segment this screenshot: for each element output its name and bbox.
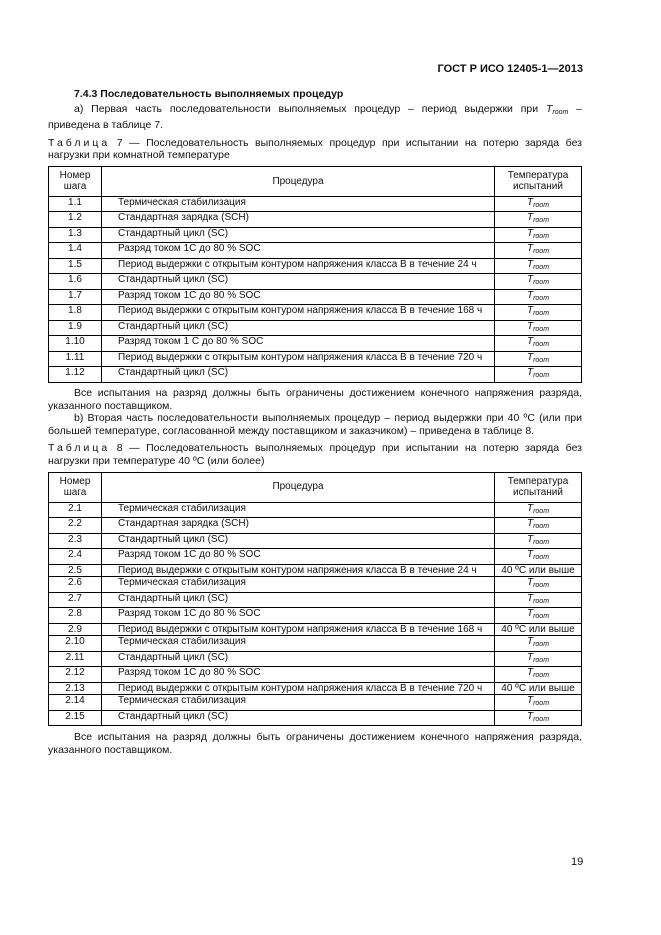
procedure-cell: Стандартный цикл (SC): [102, 592, 495, 608]
t-room-symbol: $T_{room}$: [526, 305, 550, 318]
step-number-cell: 2.7: [49, 592, 102, 608]
t-room-symbol: $T_{room}$: [526, 608, 550, 621]
table-row: [49, 351, 582, 367]
t-room-symbol: $T_{room}$: [526, 336, 550, 349]
table8-caption: [48, 442, 582, 467]
temperature-cell: [495, 592, 582, 608]
table-row: [49, 533, 582, 549]
step-number-cell: 1.12: [49, 367, 102, 383]
procedure-cell: Стандартная зарядка (SCH): [102, 212, 495, 228]
table-row: [49, 502, 582, 518]
page-content: [48, 88, 582, 756]
procedure-cell: Период выдержки с открытым контуром напряжения класса В в течение 720 ч: [102, 351, 495, 367]
t-room-symbol: $T_{room}$: [545, 102, 569, 116]
paragraph-a-text-end: – приведена в таблице 7.: [48, 102, 582, 132]
table7-caption-text: 7 — Последовательность выполняемых процедур при испытании на потерю заряда без нагрузки при комнатной температуре: [48, 136, 582, 162]
step-number-cell: 2.9: [49, 623, 102, 636]
table-row: [49, 196, 582, 212]
paragraph-b: b) Вторая часть последовательности выполняемых процедур – период выдержки при 40 ºС (или при большей температуре, согласованной между поставщиком и заказчиком) – приведена в таблице 8.: [48, 412, 582, 437]
procedure-cell: Разряд током 1С до 80 % SOC: [102, 549, 495, 565]
header-test-temperature: Температура испытаний: [495, 166, 582, 196]
table-row: [49, 212, 582, 228]
temperature-cell: [495, 651, 582, 667]
header-step-number: Номер шага: [49, 166, 102, 196]
procedure-cell: Период выдержки с открытым контуром напряжения класса В в течение 24 ч: [102, 258, 495, 274]
header-test-temperature: Температура испытаний: [495, 472, 582, 502]
table-row: [49, 320, 582, 336]
step-number-cell: 2.11: [49, 651, 102, 667]
temperature-cell: [495, 212, 582, 228]
paragraph-a: [48, 103, 582, 132]
t-room-symbol: $T_{room}$: [526, 258, 550, 271]
table-row: [49, 227, 582, 243]
table-row: [49, 367, 582, 383]
document-header: ГОСТ Р ИСО 12405-1—2013: [437, 63, 583, 75]
procedure-cell: Разряд током 1С до 80 % SOC: [102, 289, 495, 305]
temperature-cell: 40 ºС или выше: [495, 623, 582, 636]
step-number-cell: 1.5: [49, 258, 102, 274]
procedure-cell: Период выдержки с открытым контуром напряжения класса В в течение 168 ч: [102, 623, 495, 636]
temperature-cell: [495, 289, 582, 305]
procedure-cell: Разряд током 1С до 80 % SOC: [102, 608, 495, 624]
t-room-symbol: $T_{room}$: [526, 667, 550, 680]
step-number-cell: 1.6: [49, 274, 102, 290]
temperature-cell: [495, 243, 582, 259]
temperature-cell: 40 ºС или выше: [495, 682, 582, 695]
table7: [48, 166, 582, 383]
procedure-cell: Стандартный цикл (SC): [102, 227, 495, 243]
procedure-cell: Период выдержки с открытым контуром напряжения класса В в течение 720 ч: [102, 682, 495, 695]
note-1: Все испытания на разряд должны быть ограничены достижением конечного напряжения разряда, указанного поставщиком.: [48, 386, 582, 412]
t-room-symbol: $T_{room}$: [526, 320, 550, 333]
step-number-cell: 2.14: [49, 695, 102, 711]
header-procedure: Процедура: [102, 472, 495, 502]
procedure-cell: Стандартный цикл (SC): [102, 710, 495, 726]
t-room-symbol: $T_{room}$: [526, 227, 550, 240]
table-row: [49, 710, 582, 726]
step-number-cell: 2.4: [49, 549, 102, 565]
header-step-number: Номер шага: [49, 472, 102, 502]
procedure-cell: Термическая стабилизация: [102, 695, 495, 711]
table-row: [49, 289, 582, 305]
procedure-cell: Период выдержки с открытым контуром напряжения класса В в течение 168 ч: [102, 305, 495, 321]
t-room-symbol: $T_{room}$: [526, 274, 550, 287]
temperature-cell: [495, 577, 582, 593]
temperature-cell: [495, 518, 582, 534]
procedure-cell: Стандартный цикл (SC): [102, 320, 495, 336]
procedure-cell: Стандартный цикл (SC): [102, 651, 495, 667]
table-row: [49, 274, 582, 290]
section-title: 7.4.3 Последовательность выполняемых процедур: [74, 88, 344, 100]
procedure-cell: Термическая стабилизация: [102, 196, 495, 212]
temperature-cell: [495, 258, 582, 274]
procedure-cell: Разряд током 1С до 80 % SOC: [102, 667, 495, 683]
table-row: [49, 636, 582, 652]
temperature-cell: [495, 367, 582, 383]
step-number-cell: 1.3: [49, 227, 102, 243]
t-room-symbol: $T_{room}$: [526, 502, 550, 515]
table-row: [49, 243, 582, 259]
table8-caption-label: Таблица: [48, 442, 111, 455]
table-row: [49, 577, 582, 593]
t-room-symbol: $T_{room}$: [526, 367, 550, 380]
t-room-symbol: $T_{room}$: [526, 592, 550, 605]
header-procedure: Процедура: [102, 166, 495, 196]
t-room-symbol: $T_{room}$: [526, 196, 550, 209]
table8-caption-text: 8 — Последовательность выполняемых процедур при испытании на потерю заряда без нагрузки при температуре 40 ºС (или более): [48, 442, 582, 467]
step-number-cell: 2.1: [49, 502, 102, 518]
paragraph-a-text-start: а) Первая часть последовательности выполняемых процедур – период выдержки при: [74, 102, 546, 115]
temperature-cell: [495, 502, 582, 518]
table-row: [49, 623, 582, 636]
procedure-cell: Разряд током 1С до 80 % SOC: [102, 243, 495, 259]
table-row: [49, 592, 582, 608]
step-number-cell: 1.9: [49, 320, 102, 336]
temperature-cell: [495, 274, 582, 290]
table7-header-row: [49, 166, 582, 196]
t-room-symbol: $T_{room}$: [526, 518, 550, 531]
t-room-symbol: $T_{room}$: [526, 549, 550, 562]
step-number-cell: 2.2: [49, 518, 102, 534]
procedure-cell: Период выдержки с открытым контуром напряжения класса В в течение 24 ч: [102, 564, 495, 577]
temperature-cell: 40 ºС или выше: [495, 564, 582, 577]
step-number-cell: 2.8: [49, 608, 102, 624]
table-row: [49, 549, 582, 565]
temperature-cell: [495, 710, 582, 726]
temperature-cell: [495, 636, 582, 652]
temperature-cell: [495, 667, 582, 683]
temperature-cell: [495, 533, 582, 549]
step-number-cell: 2.5: [49, 564, 102, 577]
table7-caption: [48, 137, 582, 162]
table-row: [49, 682, 582, 695]
t-room-symbol: $T_{room}$: [526, 695, 550, 708]
table8-header-row: [49, 472, 582, 502]
t-room-symbol: $T_{room}$: [526, 243, 550, 256]
t-room-symbol: $T_{room}$: [526, 636, 550, 649]
table-row: [49, 518, 582, 534]
procedure-cell: Стандартный цикл (SC): [102, 367, 495, 383]
temperature-cell: [495, 351, 582, 367]
table-row: [49, 608, 582, 624]
step-number-cell: 1.1: [49, 196, 102, 212]
t-room-symbol: $T_{room}$: [526, 351, 550, 364]
step-number-cell: 2.3: [49, 533, 102, 549]
t-room-symbol: $T_{room}$: [526, 651, 550, 664]
step-number-cell: 2.12: [49, 667, 102, 683]
step-number-cell: 1.7: [49, 289, 102, 305]
temperature-cell: [495, 227, 582, 243]
temperature-cell: [495, 196, 582, 212]
temperature-cell: [495, 320, 582, 336]
step-number-cell: 1.2: [49, 212, 102, 228]
t-room-symbol: $T_{room}$: [526, 289, 550, 302]
temperature-cell: [495, 549, 582, 565]
step-number-cell: 2.13: [49, 682, 102, 695]
table-row: [49, 651, 582, 667]
table-row: [49, 564, 582, 577]
step-number-cell: 2.6: [49, 577, 102, 593]
table7-grid: [48, 166, 582, 383]
procedure-cell: Термическая стабилизация: [102, 577, 495, 593]
table-row: [49, 258, 582, 274]
note-2: Все испытания на разряд должны быть ограничены достижением конечного напряжения разряда, указанного поставщиком.: [48, 731, 582, 756]
step-number-cell: 1.10: [49, 336, 102, 352]
step-number-cell: 1.11: [49, 351, 102, 367]
temperature-cell: [495, 695, 582, 711]
step-number-cell: 2.15: [49, 710, 102, 726]
step-number-cell: 1.4: [49, 243, 102, 259]
t-room-symbol: $T_{room}$: [526, 212, 550, 225]
t-room-symbol: $T_{room}$: [526, 710, 550, 723]
temperature-cell: [495, 608, 582, 624]
procedure-cell: Термическая стабилизация: [102, 502, 495, 518]
procedure-cell: Разряд током 1 С до 80 % SOC: [102, 336, 495, 352]
table8: [48, 472, 582, 727]
table-row: [49, 695, 582, 711]
temperature-cell: [495, 336, 582, 352]
step-number-cell: 1.8: [49, 305, 102, 321]
temperature-cell: [495, 305, 582, 321]
t-room-symbol: $T_{room}$: [526, 533, 550, 546]
procedure-cell: Термическая стабилизация: [102, 636, 495, 652]
procedure-cell: Стандартная зарядка (SCH): [102, 518, 495, 534]
page-number: 19: [571, 856, 584, 868]
table8-grid: [48, 472, 582, 727]
procedure-cell: Стандартный цикл (SC): [102, 274, 495, 290]
step-number-cell: 2.10: [49, 636, 102, 652]
table-row: [49, 305, 582, 321]
table-row: [49, 667, 582, 683]
procedure-cell: Стандартный цикл (SC): [102, 533, 495, 549]
t-room-symbol: $T_{room}$: [526, 577, 550, 590]
table-row: [49, 336, 582, 352]
table7-caption-label: Таблица: [48, 136, 111, 149]
